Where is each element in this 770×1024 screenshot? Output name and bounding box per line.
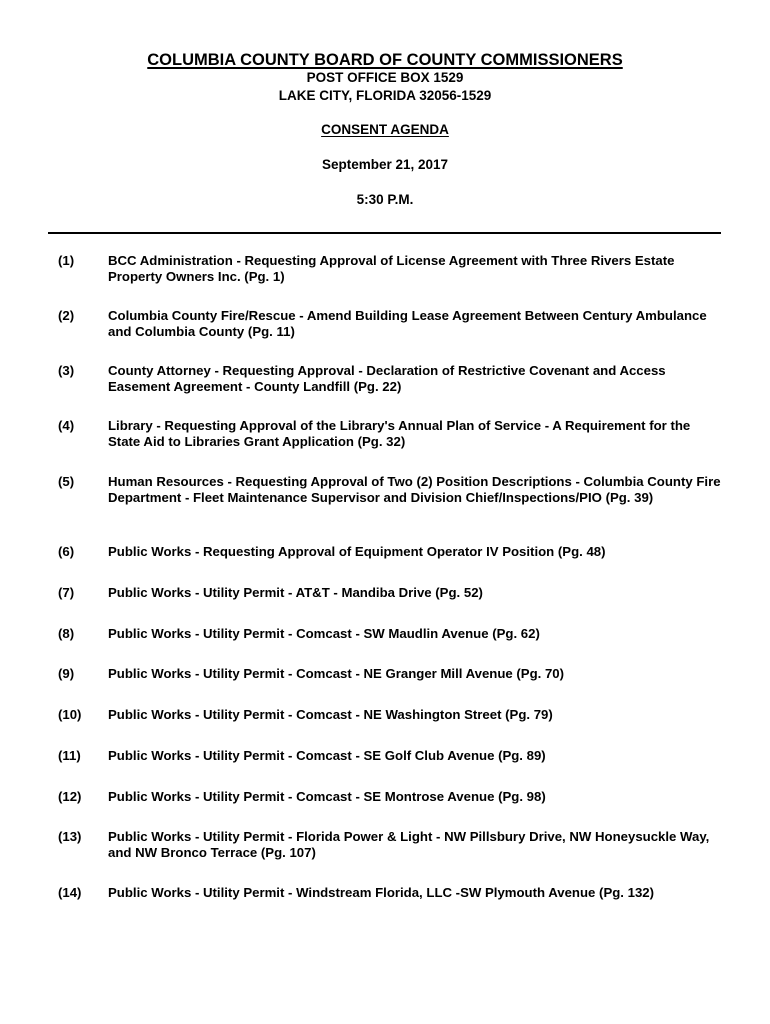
item-number: (2) [58,308,75,323]
meeting-date: September 21, 2017 [321,157,449,172]
item-number: (11) [58,748,81,763]
item-number: (9) [58,666,75,681]
item-number: (1) [58,253,75,268]
item-text: Public Works - Requesting Approval of Equipment Operator IV Position (Pg. 48) [108,544,606,559]
item-text: Public Works - Utility Permit - AT&T - Mandiba Drive (Pg. 52) [108,585,483,600]
meeting-time: 5:30 P.M. [356,192,414,207]
item-number: (12) [58,789,82,804]
item-text: Public Works - Utility Permit - Comcast - NE Washington Street (Pg. 79) [108,707,553,722]
address-line-2: LAKE CITY, FLORIDA 32056-1529 [278,88,492,103]
item-number: (6) [58,544,75,559]
item-text: Human Resources - Requesting Approval of Two (2) Position Descriptions - Columbia County Fire Department - Fleet Maintenance Supervisor and Division Chief/Inspections/PIO (Pg. 39) [108,474,721,505]
address-line-1: POST OFFICE BOX 1529 [306,70,464,85]
item-text: Public Works - Utility Permit - Florida Power & Light - NW Pillsbury Drive, NW Honeysuckle Way, and NW Bronco Terrace (Pg. 107) [108,829,710,860]
item-number: (13) [58,829,82,844]
item-text: Library - Requesting Approval of the Library's Annual Plan of Service - A Requirement for the State Aid to Libraries Grant Application (Pg. 32) [108,418,691,449]
item-number: (7) [58,585,75,600]
item-number: (8) [58,626,75,641]
item-number: (4) [58,418,75,433]
item-text: County Attorney - Requesting Approval - Declaration of Restrictive Covenant and Access Easement Agreement - County Landfill (Pg. 22) [108,363,666,394]
item-number: (5) [58,474,75,489]
item-number: (10) [58,707,82,722]
item-number: (14) [58,885,82,900]
agenda-type-heading: CONSENT AGENDA [321,122,449,137]
item-text: Public Works - Utility Permit - Comcast - SE Montrose Avenue (Pg. 98) [108,789,546,804]
header-divider [48,232,721,234]
item-text: Public Works - Utility Permit - Windstream Florida, LLC -SW Plymouth Avenue (Pg. 132) [108,885,655,900]
item-number: (3) [58,363,75,378]
board-title: COLUMBIA COUNTY BOARD OF COUNTY COMMISSIONERS [147,51,623,69]
item-text: BCC Administration - Requesting Approval of License Agreement with Three Rivers Estate Property Owners Inc. (Pg. 1) [108,253,675,284]
item-text: Public Works - Utility Permit - Comcast - SW Maudlin Avenue (Pg. 62) [108,626,540,641]
item-text: Public Works - Utility Permit - Comcast - SE Golf Club Avenue (Pg. 89) [108,748,546,763]
item-text: Public Works - Utility Permit - Comcast - NE Granger Mill Avenue (Pg. 70) [108,666,565,681]
item-text: Columbia County Fire/Rescue - Amend Building Lease Agreement Between Century Ambulance and Columbia County (Pg. 11) [108,308,707,339]
